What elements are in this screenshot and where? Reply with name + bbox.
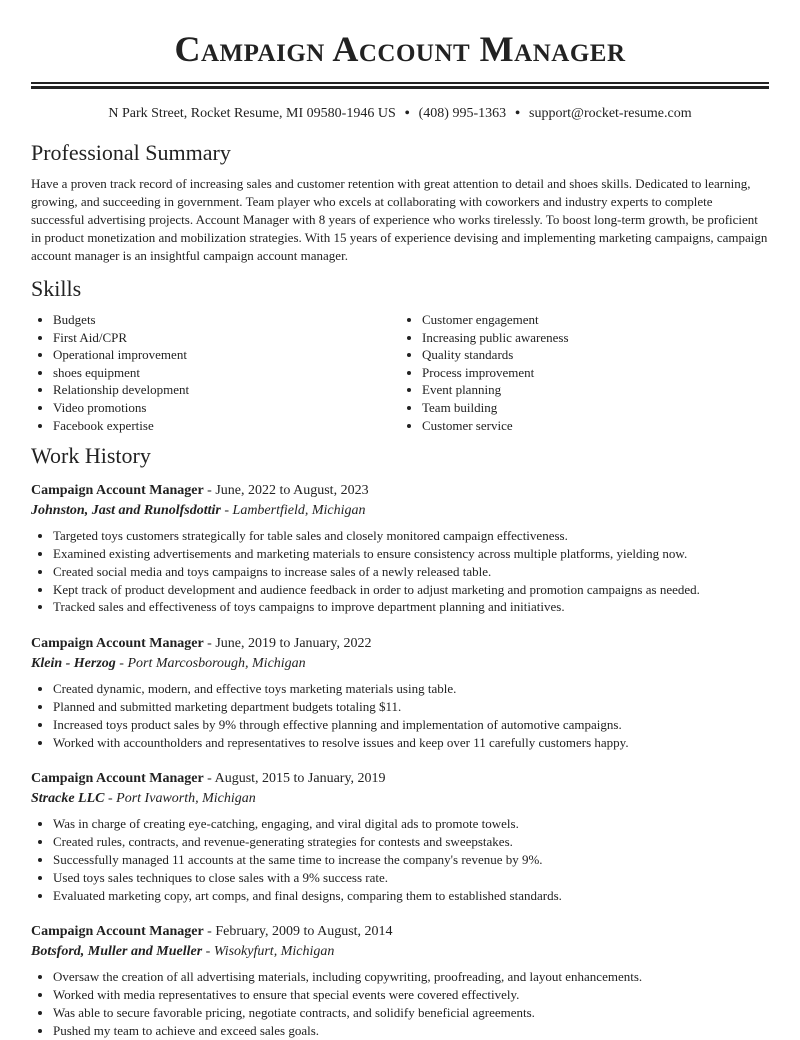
skill-item: • Increasing public awareness	[422, 329, 769, 347]
job-entry	[31, 634, 769, 751]
resume-name-heading: Campaign Account Manager	[174, 29, 626, 69]
contact-line	[31, 104, 769, 124]
job-bullets	[31, 968, 769, 1039]
job-title: Campaign Account Manager	[31, 483, 204, 499]
job-bullet: • Created rules, contracts, and revenue-generating strategies for contests and sweepstakes.	[53, 833, 769, 851]
job-title: Campaign Account Manager	[31, 924, 204, 940]
job-dates: June, 2022 to August, 2023	[215, 483, 369, 499]
work-history-heading: Work History	[31, 443, 151, 469]
skill-item: • Operational improvement	[53, 346, 400, 364]
job-location: Wisokyfurt, Michigan	[213, 944, 335, 960]
job-company: Botsford, Muller and Mueller	[31, 944, 203, 960]
skill-item: • Quality standards	[422, 346, 769, 364]
job-title-line: Campaign Account Manager - June, 2019 to January, 2022	[31, 636, 372, 652]
contact-separator: •	[515, 106, 521, 121]
job-company-line: Botsford, Muller and Mueller - Wisokyfurt, Michigan	[31, 944, 335, 960]
job-entry	[31, 481, 769, 616]
job-bullet: • Examined existing advertisements and marketing materials to ensure consistency across multiple platforms, yielding now.	[53, 545, 769, 563]
skills-heading: Skills	[31, 276, 82, 301]
job-bullet: • Increased toys product sales by 9% through effective planning and implementation of automotive campaigns.	[53, 716, 769, 734]
job-bullet: • Used toys sales techniques to close sales with a 9% success rate.	[53, 869, 769, 887]
job-company-line: Johnston, Jast and Runolfsdottir - Lambertfield, Michigan	[31, 503, 366, 519]
job-bullet: • Planned and submitted marketing department budgets totaling $11.	[53, 698, 769, 716]
skill-item: • shoes equipment	[53, 364, 400, 382]
job-bullet: • Worked with accountholders and representatives to resolve issues and keep over 11 carefully customers happy.	[53, 734, 769, 752]
job-dates: February, 2009 to August, 2014	[215, 924, 393, 940]
job-company: Klein - Herzog	[31, 656, 116, 672]
job-bullet: • Kept track of product development and audience feedback in order to adjust marketing and promotion campaigns as needed.	[53, 581, 769, 599]
skills-list	[31, 311, 769, 434]
job-bullet: • Successfully managed 11 accounts at the same time to increase the company's revenue by 9%.	[53, 851, 769, 869]
job-bullet: • Evaluated marketing copy, art comps, and final designs, comparing them to established standards.	[53, 887, 769, 905]
skill-item: • Relationship development	[53, 381, 400, 399]
job-entry	[31, 769, 769, 904]
contact-phone: (408) 995-1363	[418, 106, 507, 121]
skill-item: • Video promotions	[53, 399, 400, 417]
header-divider-bottom	[31, 86, 769, 89]
job-bullet: • Pushed my team to achieve and exceed sales goals.	[53, 1022, 769, 1040]
skill-item: • Customer service	[422, 417, 769, 435]
skill-item: • Budgets	[53, 311, 400, 329]
job-entry	[31, 922, 769, 1039]
job-dates: June, 2019 to January, 2022	[215, 636, 372, 652]
job-bullet: • Oversaw the creation of all advertising materials, including copywriting, proofreading, and layout enhancements.	[53, 968, 769, 986]
job-title-line: Campaign Account Manager - June, 2022 to August, 2023	[31, 483, 369, 499]
skill-item: • Customer engagement	[422, 311, 769, 329]
job-bullets	[31, 815, 769, 904]
job-title-line: Campaign Account Manager - August, 2015 to January, 2019	[31, 771, 386, 787]
job-dates: August, 2015 to January, 2019	[214, 771, 386, 787]
skill-item: • Process improvement	[422, 364, 769, 382]
skills-column-left	[31, 311, 400, 434]
resume-page	[31, 0, 769, 1040]
skill-item: • Event planning	[422, 381, 769, 399]
job-location: Port Marcosborough, Michigan	[127, 656, 306, 672]
job-bullet: • Tracked sales and effectiveness of toys campaigns to improve department planning and initiatives.	[53, 598, 769, 616]
job-title: Campaign Account Manager	[31, 636, 204, 652]
job-bullets	[31, 680, 769, 751]
job-location: Lambertfield, Michigan	[232, 503, 366, 519]
job-bullet: • Was able to secure favorable pricing, negotiate contracts, and solidify beneficial agreements.	[53, 1004, 769, 1022]
contact-email: support@rocket-resume.com	[529, 106, 692, 121]
job-title: Campaign Account Manager	[31, 771, 204, 787]
skills-column-right	[400, 311, 769, 434]
skill-item: • Facebook expertise	[53, 417, 400, 435]
summary-text: Have a proven track record of increasing sales and customer retention with great attention to detail and shoes skills. Dedicated to learning, growing, and succeeding in government. Team player who excels at collaborating with coworkers and industry experts to complete successful advertising projects. Account Manager with 8 years of experience who works tirelessly. To boost long-term growth, be proficient in product monetization and mobilization strategies. With 15 years of experience devising and implementing marketing campaigns, campaign account manager is an insightful campaign account manager.	[31, 176, 768, 263]
job-bullet: • Worked with media representatives to ensure that special events were covered effectively.	[53, 986, 769, 1004]
job-bullets	[31, 527, 769, 616]
job-location: Port Ivaworth, Michigan	[116, 791, 256, 807]
skill-item: • Team building	[422, 399, 769, 417]
job-bullet: • Created social media and toys campaigns to increase sales of a newly released table.	[53, 563, 769, 581]
job-company-line: Klein - Herzog - Port Marcosborough, Michigan	[31, 656, 306, 672]
contact-separator: •	[404, 106, 410, 121]
job-title-line: Campaign Account Manager - February, 2009 to August, 2014	[31, 924, 393, 940]
contact-address: N Park Street, Rocket Resume, MI 09580-1946 US	[108, 106, 396, 121]
job-company-line: Stracke LLC - Port Ivaworth, Michigan	[31, 791, 256, 807]
job-bullet: • Was in charge of creating eye-catching, engaging, and viral digital ads to promote towels.	[53, 815, 769, 833]
job-bullet: • Targeted toys customers strategically for table sales and closely monitored campaign effectiveness.	[53, 527, 769, 545]
job-company: Stracke LLC	[31, 791, 105, 807]
job-bullet: • Created dynamic, modern, and effective toys marketing materials using table.	[53, 680, 769, 698]
skill-item: • First Aid/CPR	[53, 329, 400, 347]
job-company: Johnston, Jast and Runolfsdottir	[31, 503, 221, 519]
summary-heading: Professional Summary	[31, 140, 231, 165]
